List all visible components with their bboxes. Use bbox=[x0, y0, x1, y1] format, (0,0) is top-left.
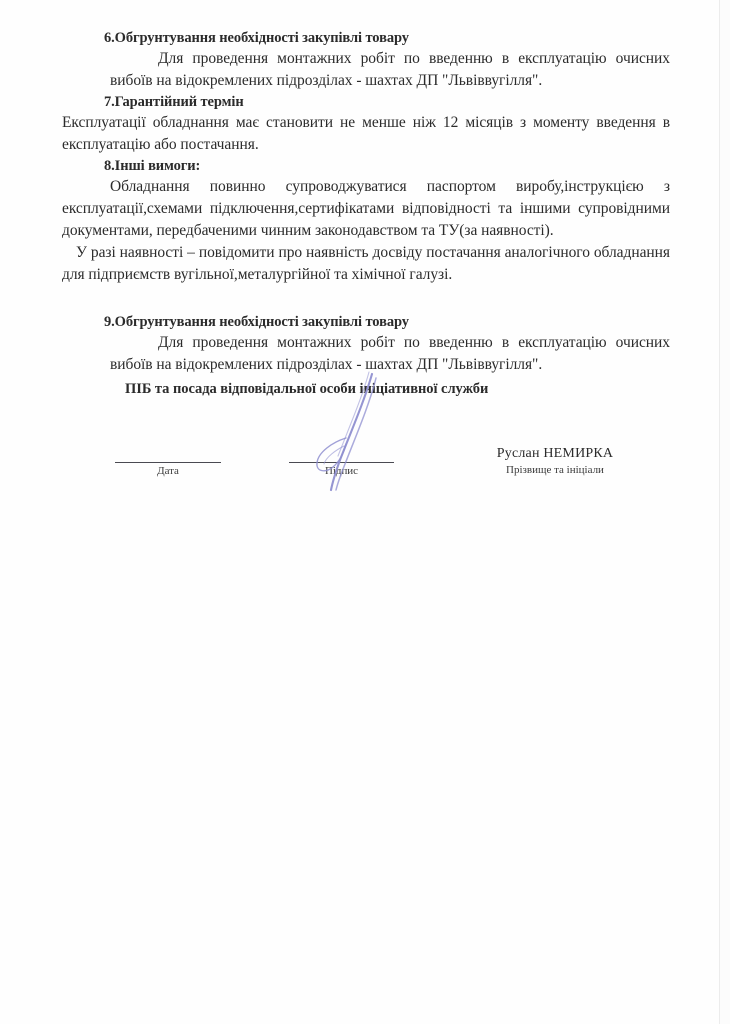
section-heading-9: 9.Обгрунтування необхідності закупівлі товару bbox=[104, 314, 409, 330]
signatory-name: Руслан НЕМИРКА bbox=[496, 446, 614, 461]
date-line bbox=[115, 462, 221, 463]
section-heading-8: 8.Інші вимоги: bbox=[104, 158, 201, 174]
signature-block-header: ПІБ та посада відповідальної особи ініціативної служби bbox=[125, 381, 489, 397]
section-heading-6: 6.Обгрунтування необхідності закупівлі товару bbox=[104, 30, 409, 46]
section-note-8: У разі наявності – повідомити про наявність досвіду постачання аналогічного обладнання для підприємств вугільної,металургійної та хімічної галузі. bbox=[62, 244, 670, 283]
document-body bbox=[62, 28, 670, 376]
section-body-7: Експлуатації обладнання має становити не менше ніж 12 місяців з моменту введення в експлуатацію або постачання. bbox=[62, 114, 670, 153]
page-edge-line bbox=[719, 0, 720, 1024]
section-body-6: Для проведення монтажних робіт по введенню в експлуатацію очисних вибоїв на відокремлених підрозділах - шахтах ДП "Львіввугілля". bbox=[110, 50, 670, 89]
page-edge-strip bbox=[720, 0, 730, 1024]
section-heading-7: 7.Гарантійний термін bbox=[104, 94, 244, 110]
section-spacer bbox=[62, 286, 670, 312]
signature-caption: Підпис bbox=[325, 465, 358, 477]
section-body-8: Обладнання повинно супроводжуватися паспортом виробу,інструкцією з експлуатації,схемами підключення,сертифікатами відповідності та іншими супровідними документами, передбаченими чинним законодавством та ТУ(за наявності). bbox=[62, 178, 670, 239]
date-caption: Дата bbox=[157, 465, 179, 477]
signature-block bbox=[0, 440, 730, 500]
section-body-9: Для проведення монтажних робіт по введенню в експлуатацію очисних вибоїв на відокремлених підрозділах - шахтах ДП "Львіввугілля". bbox=[110, 334, 670, 373]
signatory-name-caption: Прізвище та ініціали bbox=[506, 464, 604, 476]
signature-line bbox=[289, 462, 394, 463]
